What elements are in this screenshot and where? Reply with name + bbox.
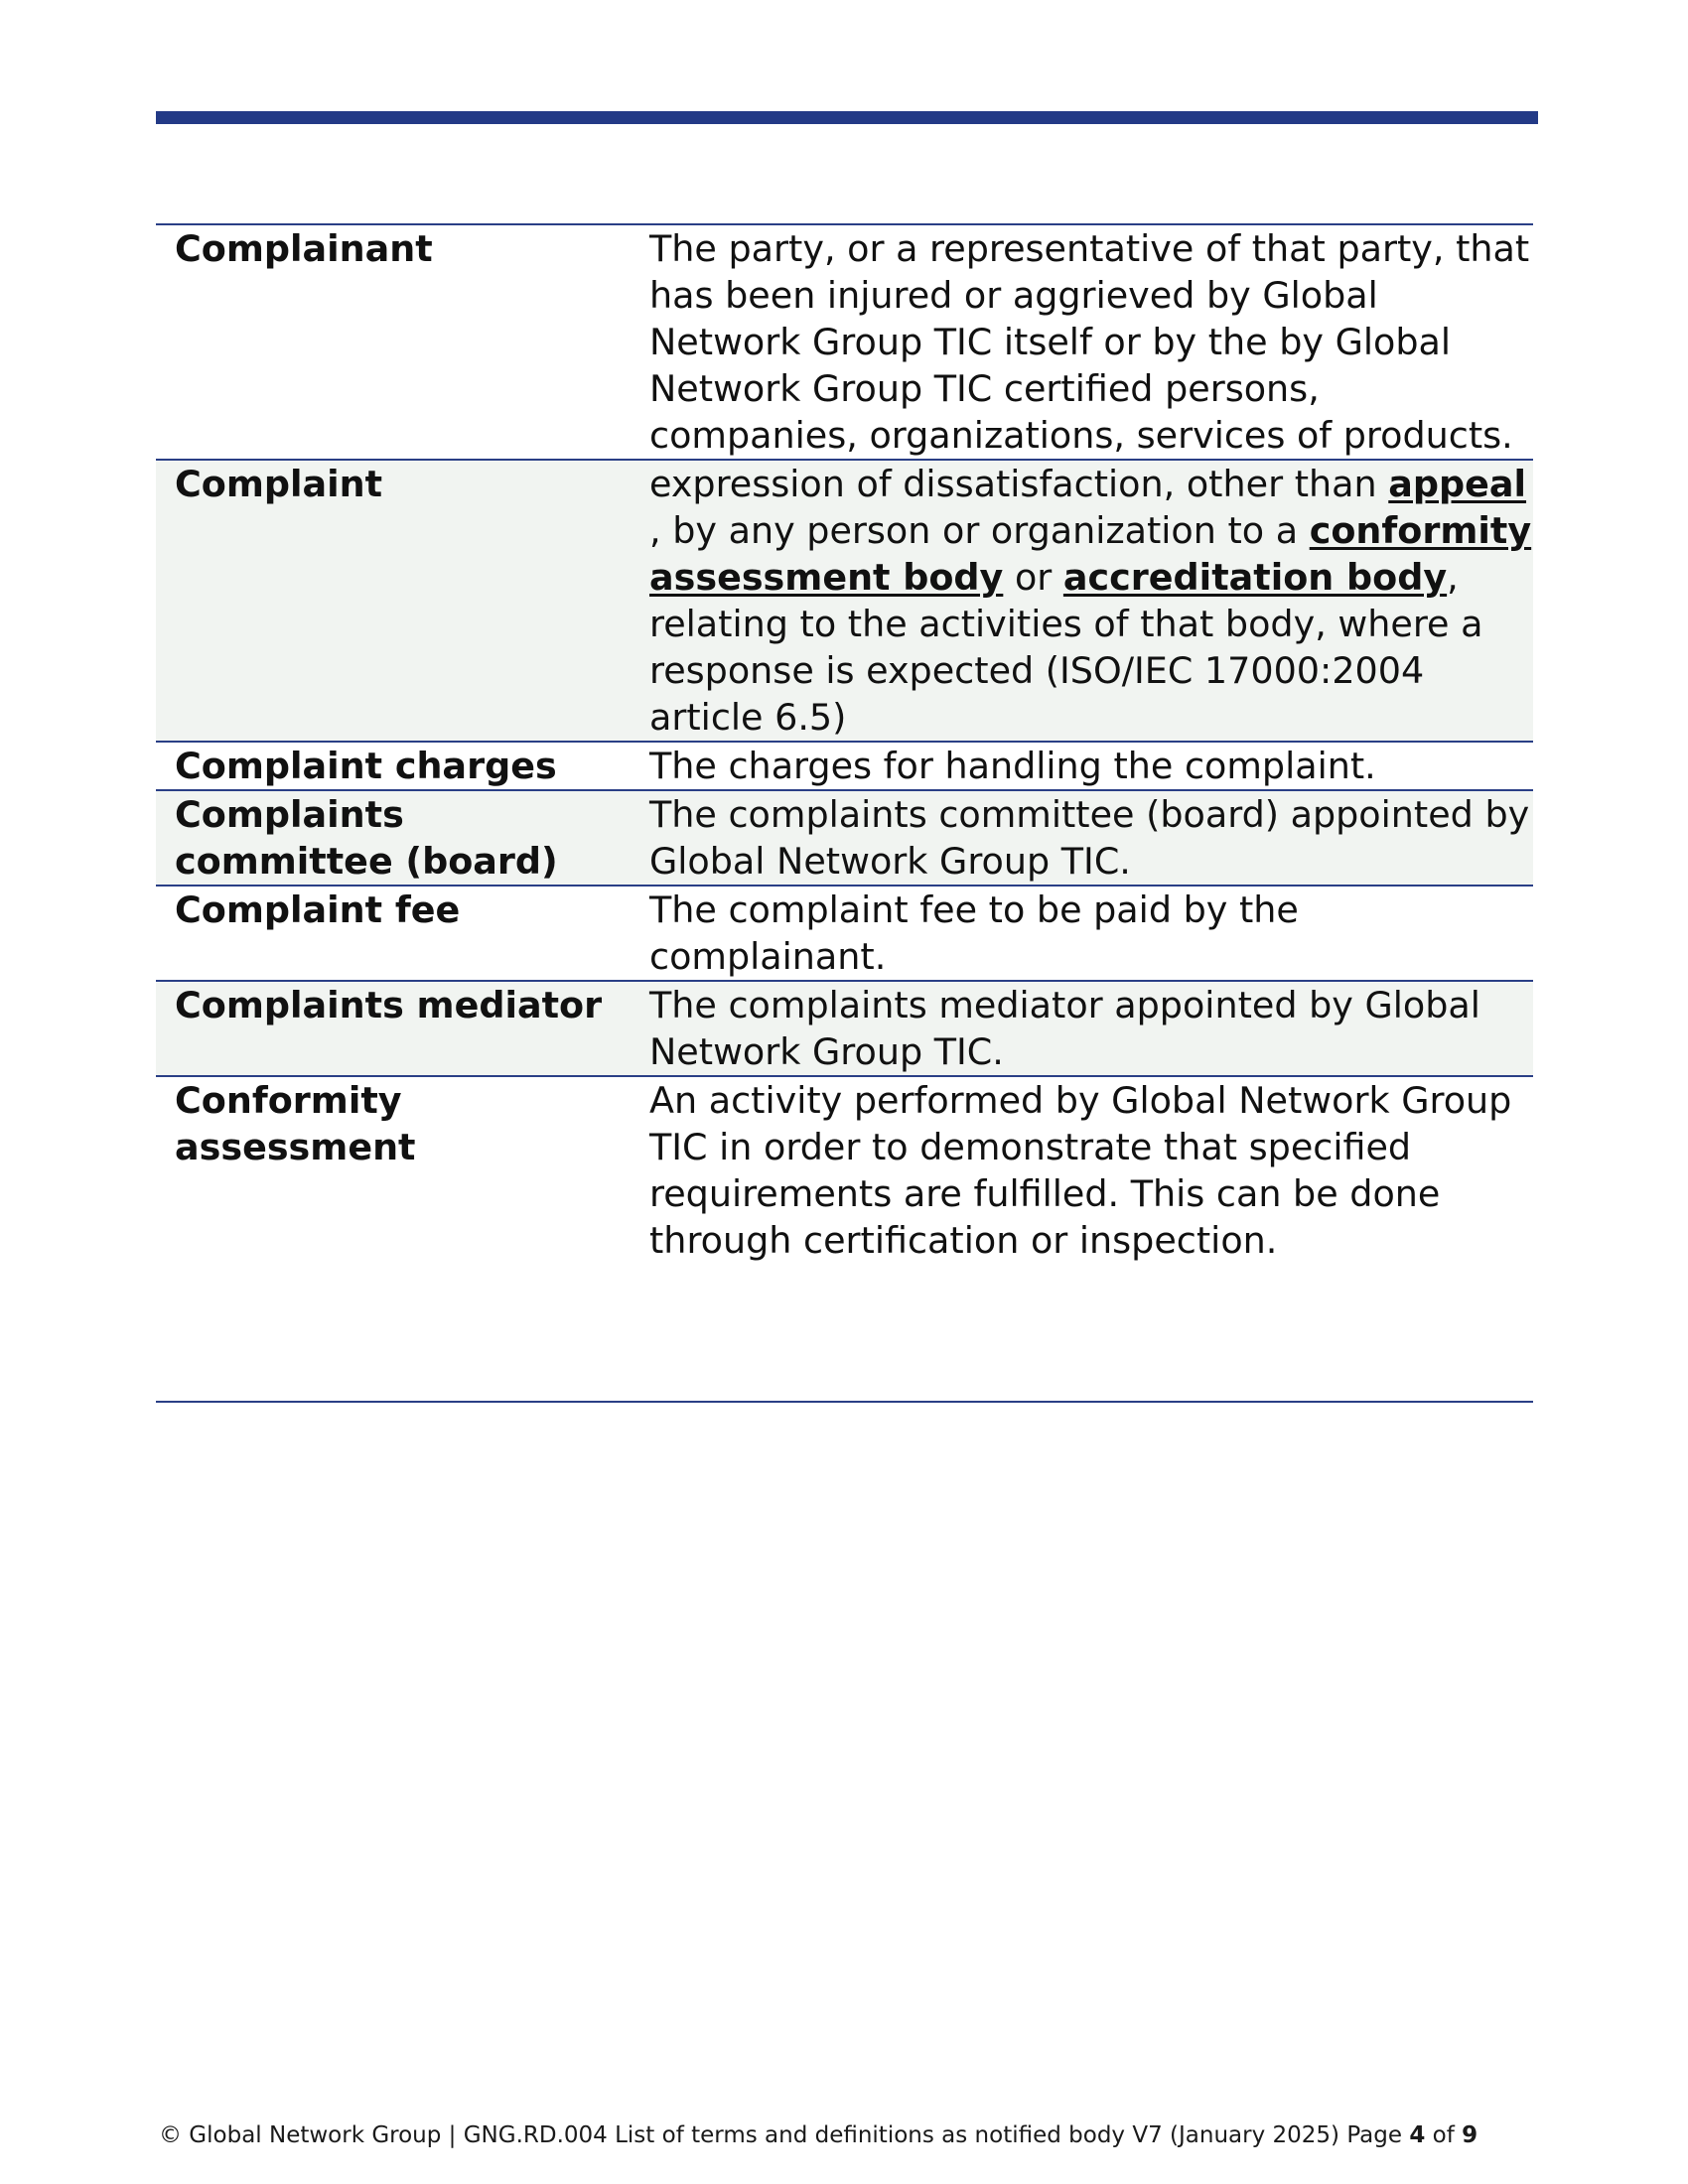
table-row <box>156 1076 1533 1402</box>
table-row <box>156 981 1533 1076</box>
definition-cell: The charges for handling the complaint. <box>649 745 1376 787</box>
definition-cell: An activity performed by Global Network Group TIC in order to demonstrate that specified requirements are fulfilled. This can be done through certification or inspection. <box>649 1079 1512 1262</box>
page-footer <box>159 2120 1477 2150</box>
accreditation-body-link[interactable]: accreditation body <box>1062 556 1448 599</box>
page-total: 9 <box>1462 2122 1478 2148</box>
page-number: 4 <box>1409 2122 1426 2148</box>
term-cell: Complaint charges <box>175 745 557 787</box>
definition-text: expression of dissatisfaction, other than <box>649 463 1389 505</box>
table-row <box>156 886 1533 981</box>
table-bottom-rule <box>156 1402 1533 1403</box>
definition-text: , relating to the activities of that body, where a response is expected (ISO/IEC 17000:2004 article 6.5) <box>649 556 1483 739</box>
definition-cell: The complaints mediator appointed by Global Network Group TIC. <box>631 981 1533 1076</box>
conformity-assessment-body-link[interactable]: conformity assessment body <box>649 509 1532 599</box>
definition-cell: The complaint fee to be paid by the complainant. <box>649 888 1299 978</box>
term-cell: Conformity assessment <box>175 1079 416 1168</box>
footer-text: © Global Network Group | GNG.RD.004 List of terms and definitions as notified body V7 (January 2025) Page <box>159 2122 1410 2148</box>
definition-cell: The party, or a representative of that party, that has been injured or aggrieved by Global Network Group TIC itself or by the by Global Network Group TIC certified persons, companies, organizations, services of products. <box>649 227 1530 457</box>
table-row <box>156 742 1533 790</box>
term-cell: Complaint fee <box>175 888 461 931</box>
appeal-link[interactable]: appeal <box>1388 463 1527 505</box>
table-row <box>156 460 1533 742</box>
definition-cell: The complaints committee (board) appointed by Global Network Group TIC. <box>631 790 1533 886</box>
footer-of: of <box>1425 2122 1463 2148</box>
term-cell: Complainant <box>175 227 433 270</box>
table-row <box>156 790 1533 886</box>
term-cell: Complaints mediator <box>156 981 631 1076</box>
term-cell: Complaint <box>156 460 631 742</box>
definition-text: , by any person or organization to a <box>649 509 1310 552</box>
definition-text: or <box>1003 556 1063 599</box>
term-cell: Complaints committee (board) <box>156 790 631 886</box>
header-accent-bar <box>156 111 1538 124</box>
definition-cell <box>631 460 1533 742</box>
terms-definitions-table <box>156 223 1533 1403</box>
table-row <box>156 224 1533 460</box>
